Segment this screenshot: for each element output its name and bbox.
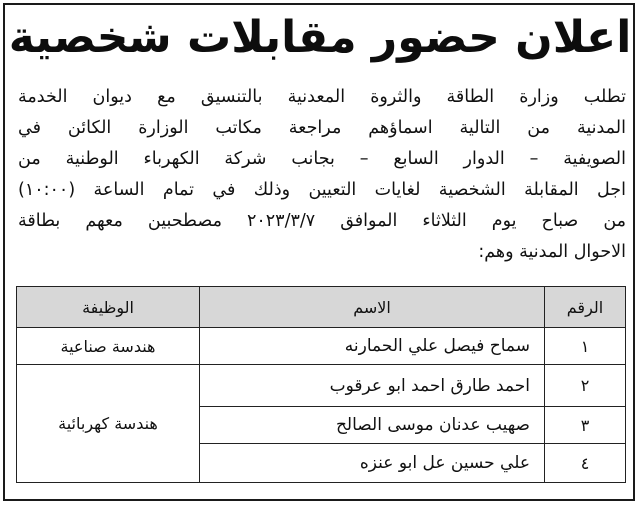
row-number: ٣: [545, 407, 626, 444]
row-number: ٢: [545, 365, 626, 407]
announcement-body: [18, 82, 626, 268]
body-line-2: المدنية من التالية اسماؤهم مراجعة مكاتب الوزارة الكائن في: [18, 118, 626, 138]
announcement-title: اعلان حضور مقابلات شخصية: [8, 12, 632, 63]
header-number: الرقم: [545, 287, 626, 328]
row-name: علي حسين عل ابو عنزه: [200, 444, 545, 483]
table-row: [17, 328, 626, 365]
header-name: الاسم: [200, 287, 545, 328]
row-name: سماح فيصل علي الحمارنه: [200, 328, 545, 365]
row-number: ٤: [545, 444, 626, 483]
body-line-1: تطلب وزارة الطاقة والثروة المعدنية بالتنسيق مع ديوان الخدمة: [18, 87, 626, 107]
table-row: [17, 365, 626, 407]
row-number: ١: [545, 328, 626, 365]
row-job-merged: هندسة كهربائية: [17, 365, 200, 483]
table-header-row: [17, 287, 626, 328]
candidates-table: [16, 286, 626, 483]
body-line-4: اجل المقابلة الشخصية لغايات التعيين وذلك في تمام الساعة (١٠:٠٠): [18, 180, 626, 200]
header-job: الوظيفة: [17, 287, 200, 328]
body-line-5: من صباح يوم الثلاثاء الموافق ٢٠٢٣/٣/٧ مصطحبين معهم بطاقة: [18, 211, 627, 231]
body-line-3: الصويفية – الدوار السابع – بجانب شركة الكهرباء الوطنية من: [18, 149, 626, 169]
row-name: احمد طارق احمد ابو عرقوب: [200, 365, 545, 407]
row-job: هندسة صناعية: [17, 328, 200, 365]
body-line-6: الاحوال المدنية وهم:: [478, 242, 626, 262]
row-name: صهيب عدنان موسى الصالح: [200, 407, 545, 444]
